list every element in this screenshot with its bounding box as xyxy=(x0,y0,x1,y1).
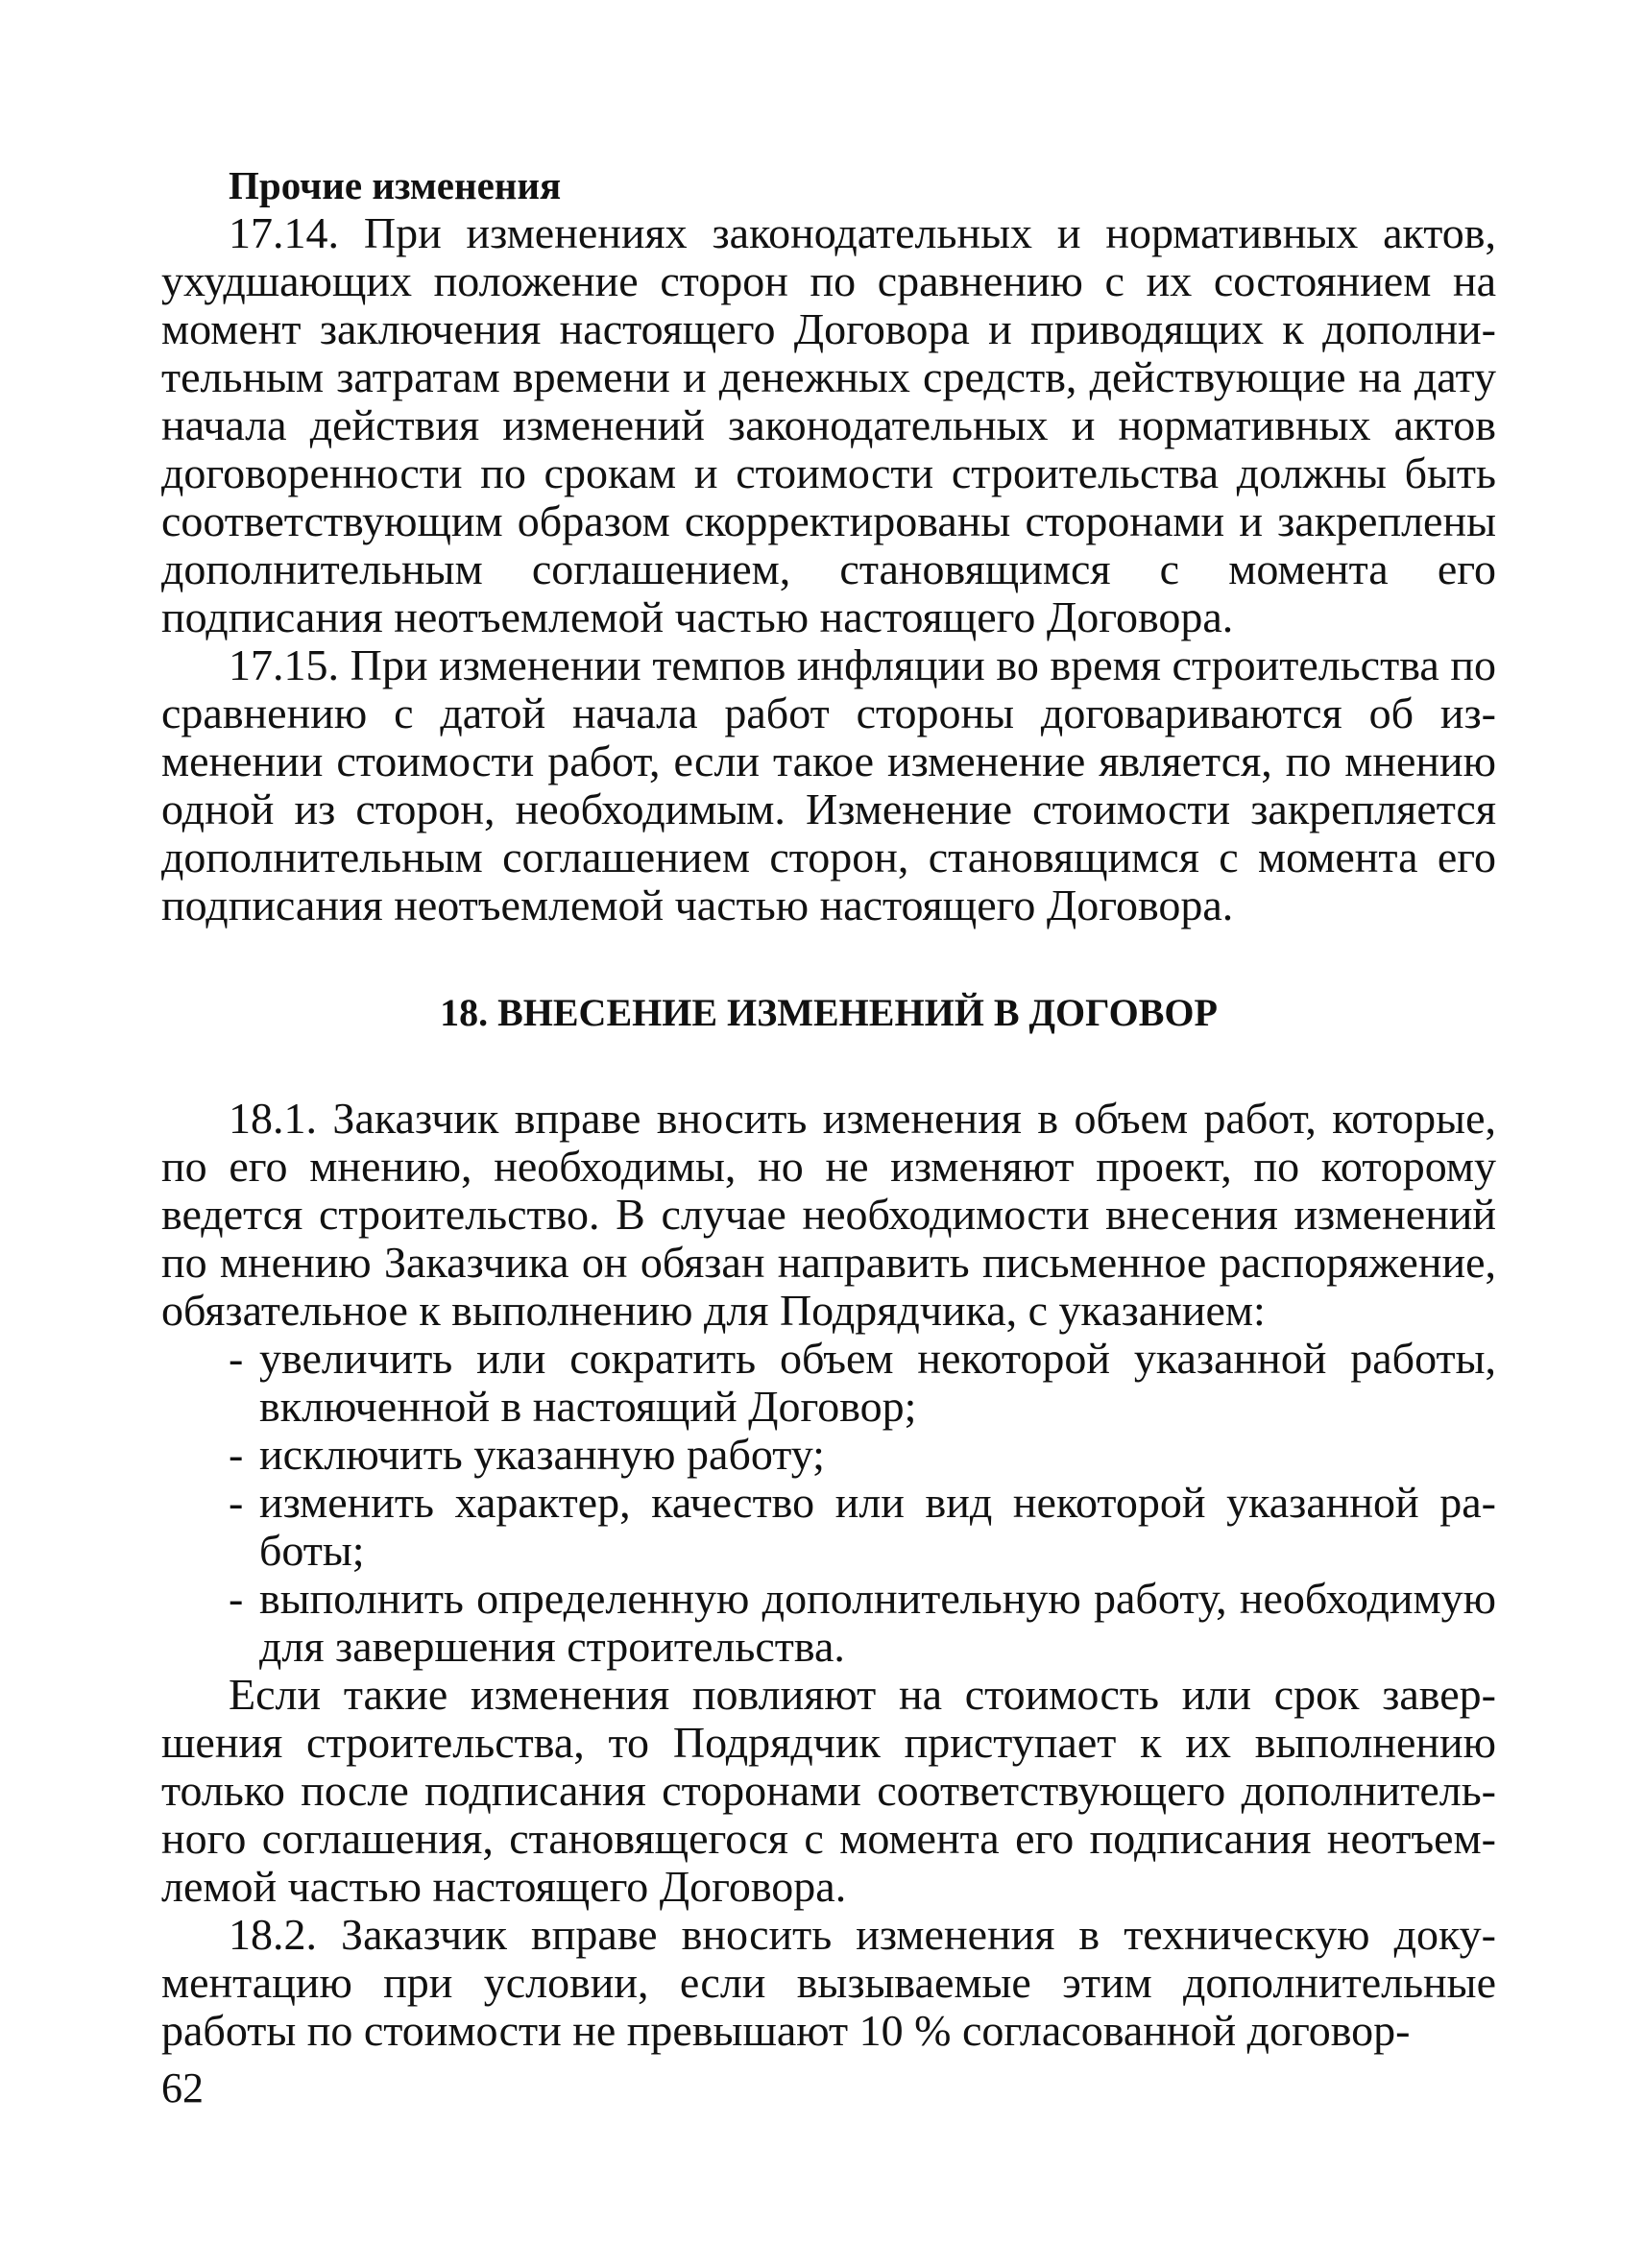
clause-18-1-continuation: Если такие изменения повлияют на стоимость или срок завершения строительства, то Подрядчик приступает к их выполнению только после подписания сторонами соответствующего дополнительного соглашения, становящегося с момента его подписания неотъемлемой частью настоящего Договора. xyxy=(161,1670,1496,1911)
list-item-text: выполнить определенную дополнительную работу, необходимую для завершения строительства. xyxy=(259,1574,1496,1671)
change-list xyxy=(161,1335,1496,1671)
list-dash: - xyxy=(229,1574,244,1623)
list-item-text: изменить характер, качество или вид некоторой указанной работы; xyxy=(259,1478,1496,1575)
list-dash: - xyxy=(229,1478,244,1527)
list-item xyxy=(161,1335,1496,1431)
list-dash: - xyxy=(229,1430,244,1479)
page-number: 62 xyxy=(161,2064,204,2111)
subsection-title: Прочие изменения xyxy=(229,163,562,207)
clause-18-1-intro: 18.1. Заказчик вправе вносить изменения в объем работ, которые, по его мнению, необходимы, но не изменяют проект, по которому ведется строительство. В случае необходимости внесения изменений по мнению Заказчика он обязан направить письменное распоряжение, обязательное к выполнению для Подрядчика, с указанием: xyxy=(161,1094,1496,1335)
list-dash: - xyxy=(229,1334,244,1383)
list-item xyxy=(161,1479,1496,1575)
list-item-text: исключить указанную работу; xyxy=(259,1430,825,1479)
list-item xyxy=(161,1575,1496,1671)
section-title: 18. ВНЕСЕНИЕ ИЗМЕНЕНИЙ В ДОГОВОР xyxy=(440,991,1218,1034)
clause-17-14: 17.14. При изменениях законодательных и нормативных актов, ухудшающих положение сторон по сравнению с их состоянием на момент заключения настоящего Договора и приводящих к дополнительным затратам времени и денежных средств, действующие на дату начала действия изменений законодательных и нормативных актов договоренности по срокам и стоимости строительства должны быть соответствующим образом скорректированы сторонами и закреплены дополнительным соглашением, становящимся с момента его подписания неотъемлемой частью настоящего Договора. xyxy=(161,208,1496,641)
list-item xyxy=(161,1431,1496,1479)
text-column xyxy=(161,161,1496,2055)
list-item-text: увеличить или сократить объем некоторой указанной работы, включенной в настоящий Договор; xyxy=(259,1334,1496,1431)
clause-18-2: 18.2. Заказчик вправе вносить изменения в техническую документацию при условии, если вызываемые этим дополнительные работы по стоимости не превышают 10 % согласованной договор- xyxy=(161,1910,1496,2055)
clause-17-15: 17.15. При изменении темпов инфляции во время строительства по сравнению с датой начала работ стороны договариваются об изменении стоимости работ, если такое изменение является, по мнению одной из сторон, необходимым. Изменение стоимости закрепляется дополнительным соглашением сторон, становящимся с момента его подписания неотъемлемой частью настоящего Договора. xyxy=(161,640,1496,929)
